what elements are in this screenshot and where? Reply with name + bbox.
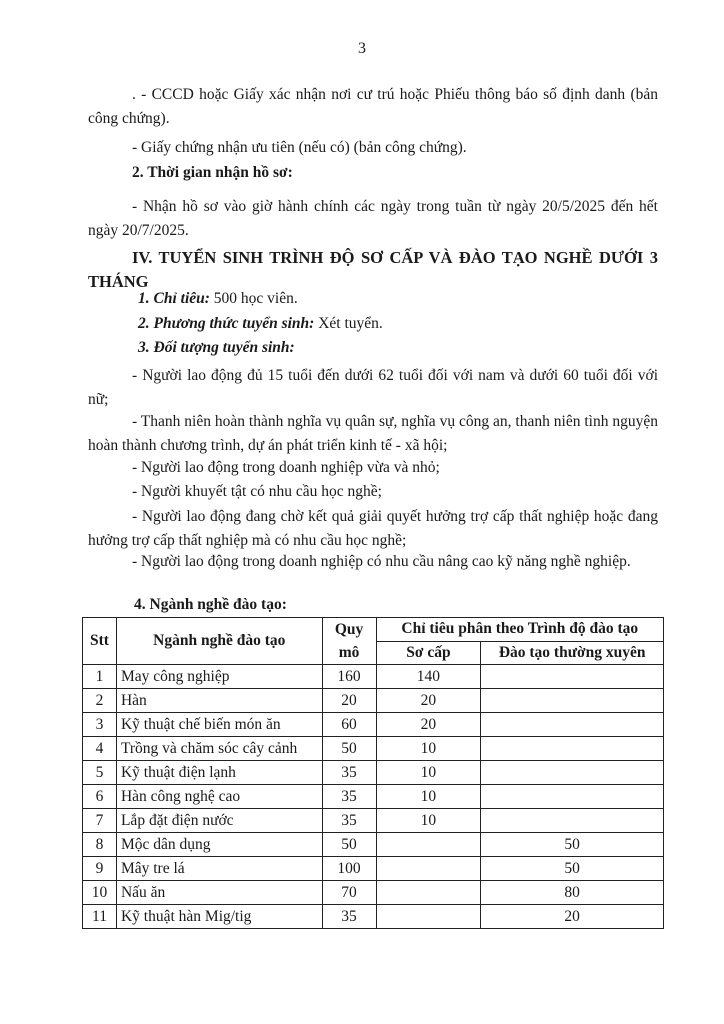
cell-scale: 20	[322, 689, 376, 713]
cell-stt: 5	[83, 761, 117, 785]
cell-basic	[376, 881, 481, 905]
cell-trade: Kỹ thuật điện lạnh	[116, 761, 322, 785]
cell-trade: Lắp đặt điện nước	[116, 809, 322, 833]
header-regular: Đào tạo thường xuyên	[481, 641, 664, 665]
cell-stt: 3	[83, 713, 117, 737]
cell-trade: May công nghiệp	[116, 665, 322, 689]
target-item: - Thanh niên hoàn thành nghĩa vụ quân sự, nghĩa vụ công an, thanh niên tình nguyện hoàn thành chương trình, dự án phát triển kinh tế - xã hội;	[88, 413, 658, 454]
section-receipt-time-text: - Nhận hồ sơ vào giờ hành chính các ngày trong tuần từ ngày 20/5/2025 đến hết ngày 20/7/2025.	[88, 198, 658, 239]
cell-scale: 70	[322, 881, 376, 905]
cell-basic: 10	[376, 809, 481, 833]
cell-basic: 20	[376, 689, 481, 713]
table-row	[83, 857, 664, 881]
cell-stt: 8	[83, 833, 117, 857]
cell-trade: Hàn công nghệ cao	[116, 785, 322, 809]
table-row	[83, 905, 664, 929]
document-item-id: . - CCCD hoặc Giấy xác nhận nơi cư trú hoặc Phiếu thông báo số định danh (bản công chứng).	[88, 86, 658, 127]
cell-regular	[481, 737, 664, 761]
cell-regular	[481, 785, 664, 809]
document-item-priority: - Giấy chứng nhận ưu tiên (nếu có) (bản công chứng).	[132, 139, 467, 156]
cell-trade: Kỹ thuật chế biến món ăn	[116, 713, 322, 737]
cell-basic: 10	[376, 761, 481, 785]
table-row	[83, 881, 664, 905]
cell-regular	[481, 665, 664, 689]
cell-basic: 140	[376, 665, 481, 689]
cell-regular: 80	[481, 881, 664, 905]
cell-trade: Mộc dân dụng	[116, 833, 322, 857]
header-trade: Ngành nghề đào tạo	[116, 618, 322, 665]
trades-title: 4. Ngành nghề đào tạo:	[134, 596, 287, 613]
targets-title: 3. Đối tượng tuyển sinh:	[138, 339, 295, 356]
method-label: 2. Phương thức tuyển sinh:	[138, 315, 315, 332]
method-line	[138, 315, 383, 333]
cell-regular: 50	[481, 833, 664, 857]
cell-stt: 10	[83, 881, 117, 905]
cell-scale: 50	[322, 737, 376, 761]
cell-scale: 160	[322, 665, 376, 689]
table-row	[83, 737, 664, 761]
page-number: 3	[358, 40, 366, 57]
cell-scale: 35	[322, 809, 376, 833]
quota-value: 500 học viên.	[213, 290, 298, 307]
section-receipt-time-title: 2. Thời gian nhận hồ sơ:	[132, 164, 293, 181]
cell-trade: Kỹ thuật hàn Mig/tig	[116, 905, 322, 929]
header-scale: Quy mô	[322, 618, 376, 665]
cell-scale: 35	[322, 761, 376, 785]
header-basic: Sơ cấp	[376, 641, 481, 665]
trades-table	[82, 617, 664, 929]
table-row	[83, 761, 664, 785]
section-heading: IV. TUYỂN SINH TRÌNH ĐỘ SƠ CẤP VÀ ĐÀO TẠO NGHỀ DƯỚI 3 THÁNG	[88, 248, 658, 291]
cell-stt: 2	[83, 689, 117, 713]
cell-basic	[376, 905, 481, 929]
cell-stt: 7	[83, 809, 117, 833]
cell-trade: Nấu ăn	[116, 881, 322, 905]
cell-stt: 9	[83, 857, 117, 881]
cell-scale: 60	[322, 713, 376, 737]
header-level-group: Chỉ tiêu phân theo Trình độ đào tạo	[376, 618, 663, 642]
method-value: Xét tuyển.	[318, 315, 383, 332]
cell-basic	[376, 833, 481, 857]
cell-regular	[481, 689, 664, 713]
cell-basic	[376, 857, 481, 881]
table-row	[83, 785, 664, 809]
target-item: - Người lao động trong doanh nghiệp có nhu cầu nâng cao kỹ năng nghề nghiệp.	[132, 553, 631, 570]
cell-trade: Hàn	[116, 689, 322, 713]
cell-regular: 20	[481, 905, 664, 929]
target-item: - Người lao động trong doanh nghiệp vừa và nhỏ;	[132, 459, 440, 476]
quota-line	[138, 290, 298, 308]
table-row	[83, 713, 664, 737]
table-row	[83, 809, 664, 833]
quota-label: 1. Chỉ tiêu:	[138, 290, 210, 307]
cell-scale: 35	[322, 785, 376, 809]
cell-basic: 20	[376, 713, 481, 737]
cell-scale: 50	[322, 833, 376, 857]
cell-regular: 50	[481, 857, 664, 881]
cell-stt: 4	[83, 737, 117, 761]
table-row	[83, 665, 664, 689]
target-item: - Người khuyết tật có nhu cầu học nghề;	[132, 483, 382, 500]
cell-stt: 11	[83, 905, 117, 929]
cell-regular	[481, 761, 664, 785]
cell-stt: 1	[83, 665, 117, 689]
cell-basic: 10	[376, 737, 481, 761]
cell-trade: Trồng và chăm sóc cây cảnh	[116, 737, 322, 761]
cell-scale: 100	[322, 857, 376, 881]
cell-basic: 10	[376, 785, 481, 809]
cell-regular	[481, 809, 664, 833]
target-item: - Người lao động đang chờ kết quả giải quyết hưởng trợ cấp thất nghiệp hoặc đang hưởng trợ cấp thất nghiệp mà có nhu cầu học nghề;	[88, 508, 658, 549]
cell-stt: 6	[83, 785, 117, 809]
target-item: - Người lao động đủ 15 tuổi đến dưới 62 tuổi đối với nam và dưới 60 tuổi đối với nữ;	[88, 367, 658, 408]
cell-scale: 35	[322, 905, 376, 929]
table-row	[83, 689, 664, 713]
cell-regular	[481, 713, 664, 737]
table-row	[83, 833, 664, 857]
cell-trade: Mây tre lá	[116, 857, 322, 881]
header-stt: Stt	[83, 618, 117, 665]
